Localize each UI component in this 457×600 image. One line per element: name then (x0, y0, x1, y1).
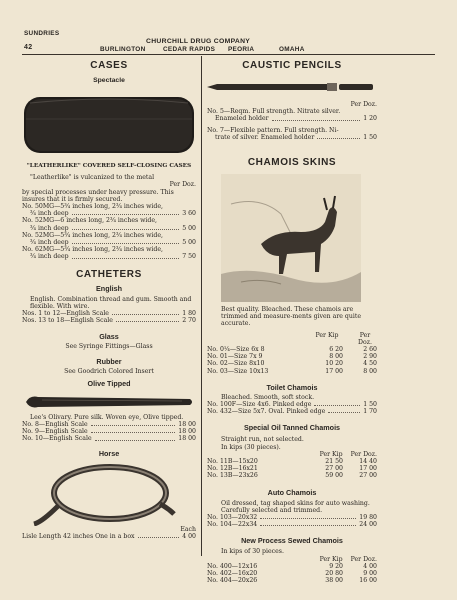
row-kip: 20 80 (325, 570, 343, 578)
caustic-title: CAUSTIC PENCILS (242, 60, 342, 71)
row-doz: 4 00 (363, 562, 377, 570)
item-detail: ¾ inch deep (30, 253, 69, 261)
page-number: 42 (24, 44, 33, 51)
row-kip: 9 20 (329, 562, 343, 570)
chamois-table-header (207, 332, 377, 346)
item-price: 18 00 (178, 435, 196, 443)
header-per-kip: Per Kip (319, 450, 343, 458)
glass-title: Glass (99, 332, 119, 342)
toilet-desc: Bleached. Smooth, soft stock. (221, 393, 315, 401)
sewed-title: New Process Sewed Chamois (241, 536, 343, 546)
item-price: 2 70 (182, 317, 196, 325)
english-title: English (96, 283, 122, 293)
item-label: No. 8—English Scale (22, 421, 88, 429)
cases-list (22, 203, 196, 261)
list-item (207, 108, 377, 122)
item-label: No. 10—English Scale (22, 435, 92, 443)
row-kip: 38 00 (325, 577, 343, 585)
item-detail: trate of silver. Enameled holder (215, 133, 315, 141)
list-item (207, 514, 377, 521)
header-per-kip: Per Kip (315, 331, 339, 339)
chamois-title: CHAMOIS SKINS (247, 157, 337, 169)
olive-catheter-image (22, 392, 196, 412)
oil-title: Special Oil Tanned Chamois (243, 423, 341, 433)
row-doz: 14 40 (359, 458, 377, 466)
item-label: No. 103—20x32 (207, 514, 258, 522)
row-doz: 16 00 (359, 577, 377, 585)
row-kip: 10 20 (325, 360, 343, 368)
item-price: 7 50 (182, 253, 196, 261)
row-kip: 27 00 (325, 465, 343, 473)
item-label: No. 100F—Size 4x6. Pinked edge (207, 401, 312, 409)
row-kip: 8 00 (329, 353, 343, 361)
row-label: No. 02—Size 8x10 (207, 360, 265, 368)
city-3: PEORIA (228, 46, 255, 53)
section-label: SUNDRIES (24, 30, 60, 37)
item-detail: ¾ inch deep (30, 224, 69, 232)
table-row (207, 465, 377, 472)
table-row (207, 353, 377, 360)
item-text: No. 5—Reqm. Full strength. Nitrate silver. (207, 108, 341, 116)
item-price: 1 70 (363, 408, 377, 416)
table-row (207, 458, 377, 465)
list-item (22, 232, 196, 246)
list-item (22, 246, 196, 260)
sewed-desc: In kips of 30 pieces. (221, 548, 284, 556)
list-item (207, 521, 377, 528)
item-price: 4 00 (182, 532, 196, 540)
row-doz: 2 90 (363, 353, 377, 361)
item-price: 19 80 (359, 514, 377, 522)
list-item (22, 203, 196, 217)
item-price: 1 50 (363, 133, 377, 141)
auto-title: Auto Chamois (267, 487, 317, 497)
row-label: No. 0¼—Size 6x 8 (207, 346, 265, 354)
row-label: No. 404—20x26 (207, 577, 258, 585)
chamois-desc: Best quality. Bleached. These chamois are trimmed and measure-ments given are quite accurate. (221, 306, 361, 328)
english-desc: English. Combination thread and gum. Smooth and flexible. With wire. (30, 295, 192, 310)
table-row (207, 360, 377, 367)
city-4: OMAHA (279, 46, 305, 53)
table-row (207, 577, 377, 584)
row-doz: 2 60 (363, 346, 377, 354)
glass-note: See Syringe Fittings—Glass (65, 343, 153, 351)
row-doz: 8 00 (363, 367, 377, 375)
list-item (22, 428, 196, 435)
table-row (207, 346, 377, 353)
row-label: No. 402—16x20 (207, 570, 258, 578)
olive-desc: Lee's Olivary. Pure silk. Woven eye, Olive tipped. (30, 413, 184, 421)
row-kip: 17 00 (325, 367, 343, 375)
item-label: Lisle Length 42 inches One in a box (22, 532, 135, 540)
item-text: No. 50MG—5¾ inches long, 2¾ inches wide, (22, 203, 163, 211)
row-doz: 9 00 (363, 570, 377, 578)
header-per-kip: Per Kip (319, 555, 343, 563)
item-label: Nos. 13 to 18—English Scale (22, 317, 113, 325)
list-item (22, 435, 196, 442)
item-price: 5 00 (182, 239, 196, 247)
item-price: 18 00 (178, 421, 196, 429)
header-per-doz: Per Doz. (350, 555, 377, 563)
list-item (207, 401, 377, 408)
caustic-pencil-image (207, 79, 377, 93)
row-label: No. 01—Size 7x 9 (207, 353, 263, 361)
list-item (207, 127, 377, 141)
left-column (22, 58, 196, 540)
item-price: 18 00 (178, 428, 196, 436)
row-label: No. 13B—23x26 (207, 472, 258, 480)
right-column (207, 58, 377, 585)
city-2: CEDAR RAPIDS (163, 46, 216, 53)
sewed-table (207, 563, 377, 585)
toilet-title: Toilet Chamois (266, 382, 318, 392)
rubber-title: Rubber (96, 356, 122, 366)
list-item (22, 217, 196, 231)
list-item (22, 310, 196, 317)
row-kip: 59 00 (325, 472, 343, 480)
catheters-title: CATHETERS (76, 268, 142, 280)
list-item (207, 408, 377, 415)
item-text: No. 52MG—5¾ inches long, 2¾ inches wide, (22, 231, 163, 239)
column-divider (201, 56, 202, 556)
spectacle-title: Spectacle (93, 77, 125, 84)
item-price: 5 00 (182, 224, 196, 232)
item-price: 3 60 (182, 210, 196, 218)
item-detail: ¾ inch deep (30, 239, 69, 247)
header-per-doz: Per Doz. (358, 331, 372, 346)
item-text: No. 62MG—5¾ inches long, 2¾ inches wide, (22, 246, 163, 254)
item-price: 1 50 (363, 401, 377, 409)
leatherlike-desc: "Leatherlike" is vulcanized to the metal (30, 174, 155, 182)
row-doz: 17 00 (359, 465, 377, 473)
per-doz-header: Per Doz. (169, 181, 196, 189)
header-per-doz: Per Doz. (350, 450, 377, 458)
auto-desc: Oil dressed, tag shaped skins for auto washing. Carefully selected and trimmed. (221, 499, 370, 514)
table-row (207, 563, 377, 570)
table-row (207, 570, 377, 577)
row-label: No. 12B—16x21 (207, 465, 258, 473)
chamois-animal-illustration (221, 174, 361, 302)
item-label: Nos. 1 to 12—English Scale (22, 310, 109, 318)
row-label: No. 11B—15x20 (207, 458, 258, 466)
item-text: No. 52MG—6 inches long, 2¾ inches wide, (22, 217, 157, 225)
city-1: BURLINGTON (100, 46, 146, 53)
row-doz: 4 50 (363, 360, 377, 368)
row-doz: 27 00 (359, 472, 377, 480)
row-kip: 21 50 (325, 458, 343, 466)
list-item (22, 317, 196, 324)
oil-desc-2: In kips (30 pieces). (221, 443, 281, 451)
horse-catheter-image (28, 460, 196, 526)
per-doz-header: Per Doz. (350, 101, 377, 108)
item-price: 1 20 (363, 115, 377, 123)
row-label: No. 400—12x16 (207, 562, 258, 570)
list-item (22, 421, 196, 428)
oil-table (207, 458, 377, 480)
sewed-table-header (207, 556, 377, 563)
table-row (207, 472, 377, 479)
chamois-table (207, 346, 377, 375)
olive-title: Olive Tipped (87, 378, 131, 388)
item-price: 24 00 (359, 521, 377, 529)
item-detail: Enameled holder (215, 115, 269, 123)
table-row (207, 368, 377, 375)
leatherlike-desc2: by special processes under heavy pressure. This insures that it is firmly secured. (22, 188, 174, 203)
oil-table-header (207, 451, 377, 458)
header-rule (22, 54, 435, 55)
leatherlike-title: "LEATHERLIKE" COVERED SELF-CLOSING CASES (26, 163, 192, 169)
oil-desc-1: Straight run, not selected. (221, 436, 304, 444)
spectacle-case-image (24, 89, 194, 159)
list-item (22, 533, 196, 540)
row-label: No. 03—Size 10x13 (207, 367, 269, 375)
horse-title: Horse (98, 448, 120, 458)
item-label: No. 9—English Scale (22, 428, 88, 436)
horse-each: Each (180, 525, 196, 533)
rubber-note: See Goodrich Colored Insert (64, 367, 154, 375)
item-text: No. 7—Flexible pattern. Full strength. Ni- (207, 126, 339, 134)
company-name: CHURCHILL DRUG COMPANY (146, 38, 251, 45)
item-label: No. 104—22x34 (207, 521, 258, 529)
item-label: No. 432—Size 5x7. Oval. Pinked edge (207, 408, 326, 416)
cases-title: CASES (90, 60, 128, 71)
item-detail: ¾ inch deep (30, 210, 69, 218)
item-price: 1 80 (182, 310, 196, 318)
row-kip: 6 20 (329, 346, 343, 354)
